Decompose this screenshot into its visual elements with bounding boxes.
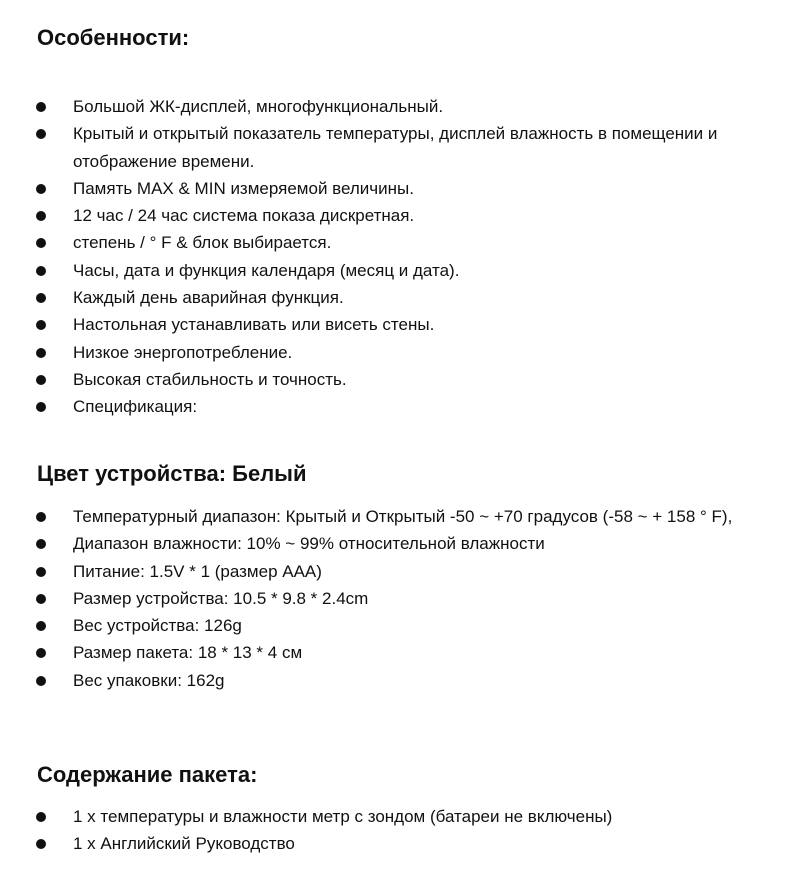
- bullet-icon: [36, 812, 46, 822]
- list-item-text: Каждый день аварийная функция.: [73, 288, 344, 308]
- list-item-text: Размер пакета: 18 * 13 * 4 см: [73, 643, 303, 663]
- bullet-icon: [36, 839, 46, 849]
- bullet-icon: [36, 567, 46, 577]
- list-item: [0, 93, 800, 120]
- bullet-icon: [36, 184, 46, 194]
- list-item-text: Крытый и открытый показатель температуры, дисплей влажность в помещении и отображение времени.: [73, 124, 718, 171]
- list-item: [0, 202, 800, 229]
- list-item: [0, 558, 800, 585]
- list-item-text: Большой ЖК-дисплей, многофункциональный.: [73, 97, 444, 116]
- bullet-icon: [36, 648, 46, 658]
- bullet-icon: [36, 129, 46, 139]
- list-item-text: Диапазон влажности: 10% ~ 99% относительной влажности: [73, 534, 545, 554]
- list-item: [0, 585, 800, 612]
- list-item-text: Настольная устанавливать или висеть стены.: [73, 315, 435, 335]
- list-item-text: Температурный диапазон: Крытый и Открытый -50 ~ +70 градусов (-58 ~ + 158 ° F),: [73, 507, 733, 526]
- bullet-icon: [36, 621, 46, 631]
- bullet-icon: [36, 102, 46, 112]
- list-item-text: Низкое энергопотребление.: [73, 342, 293, 362]
- list-item: [0, 120, 800, 175]
- bullet-icon: [36, 293, 46, 303]
- list-item: [0, 339, 800, 366]
- list-item: [0, 667, 800, 694]
- list-item-text: Вес упаковки: 162g: [73, 670, 225, 690]
- list-item: [0, 257, 800, 284]
- list-item: [0, 229, 800, 256]
- specifications-list: [0, 503, 800, 694]
- bullet-icon: [36, 594, 46, 604]
- list-item: [0, 366, 800, 393]
- bullet-icon: [36, 676, 46, 686]
- list-item-text: Питание: 1.5V * 1 (размер AAA): [73, 561, 322, 581]
- features-list: [0, 93, 800, 421]
- list-item: [0, 530, 800, 557]
- list-item-text: 12 час / 24 час система показа дискретная.: [73, 206, 415, 226]
- bullet-icon: [36, 512, 46, 522]
- list-item: [0, 639, 800, 666]
- list-item-text: степень / ° F & блок выбирается.: [73, 233, 332, 253]
- device-color-heading: Цвет устройства: Белый: [37, 461, 307, 486]
- list-item: [0, 503, 800, 530]
- package-contents-heading: Содержание пакета:: [37, 762, 258, 787]
- bullet-icon: [36, 211, 46, 221]
- list-item: [0, 284, 800, 311]
- package-contents-list: [0, 803, 800, 858]
- list-item: [0, 803, 800, 830]
- bullet-icon: [36, 320, 46, 330]
- list-item: [0, 175, 800, 202]
- list-item: [0, 612, 800, 639]
- bullet-icon: [36, 238, 46, 248]
- bullet-icon: [36, 266, 46, 276]
- list-item: [0, 393, 800, 420]
- list-item-text: Высокая стабильность и точность.: [73, 369, 347, 389]
- list-item-text: Вес устройства: 126g: [73, 616, 242, 636]
- list-item-text: 1 x Английский Руководство: [73, 834, 295, 854]
- list-item-text: Часы, дата и функция календаря (месяц и дата).: [73, 260, 460, 280]
- list-item-text: Размер устройства: 10.5 * 9.8 * 2.4cm: [73, 588, 369, 608]
- list-item-text: 1 x температуры и влажности метр с зондом (батареи не включены): [73, 807, 613, 826]
- bullet-icon: [36, 375, 46, 385]
- list-item: [0, 311, 800, 338]
- bullet-icon: [36, 539, 46, 549]
- features-heading: Особенности:: [37, 25, 190, 50]
- bullet-icon: [36, 348, 46, 358]
- list-item: [0, 830, 800, 857]
- list-item-text: Спецификация:: [73, 397, 198, 417]
- list-item-text: Память MAX & MIN измеряемой величины.: [73, 178, 414, 198]
- bullet-icon: [36, 402, 46, 412]
